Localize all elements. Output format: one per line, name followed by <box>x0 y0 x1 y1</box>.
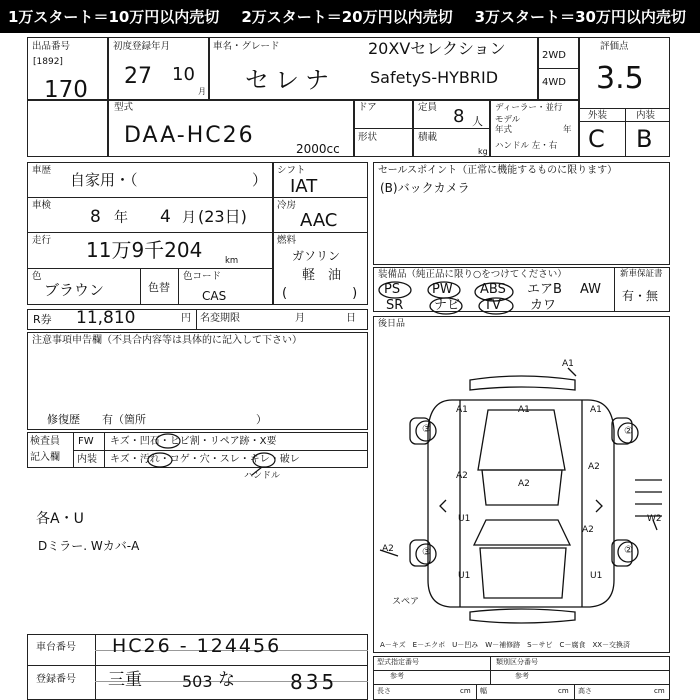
diagram-rear-label: 後日品 <box>378 319 406 329</box>
shape-label: 形状 <box>358 132 378 143</box>
equip-navi: ナビ <box>434 298 461 313</box>
memo-line2: Dミラー. Wカバ-A <box>38 539 140 553</box>
dealer-handle: ハンドル 左・右 <box>495 141 558 151</box>
spare-label: スペア <box>392 597 420 607</box>
score-value: 3.5 <box>596 61 644 96</box>
car-name: セレナ <box>245 66 335 94</box>
history-close: ） <box>252 171 268 189</box>
color-value: ブラウン <box>44 281 105 299</box>
fw-text: キズ・凹石・ヒビ割・リペア跡・X要 <box>110 436 277 447</box>
recycle-unit: 円 <box>181 313 191 324</box>
chassis-value: HC26 - 124456 <box>112 635 282 657</box>
displacement: 2000cc <box>296 142 340 156</box>
color-code-label: 色コード <box>183 271 222 282</box>
mark-a1-right: A1 <box>590 405 602 415</box>
loading-unit: kg <box>478 147 488 156</box>
mark-a2-left: A2 <box>456 471 468 481</box>
header-item: 3万スタート＝30万円以内売切 <box>474 8 686 26</box>
plate-label: 登録番号 <box>36 674 76 685</box>
mark-wheel-fr: ② <box>624 545 633 556</box>
equip-ps: PS <box>384 282 401 297</box>
fuel-other: ( ) <box>282 286 358 301</box>
drive-2wd: 2WD <box>542 50 566 61</box>
lot-label: 出品番号 <box>32 41 71 52</box>
lot-number: 170 <box>44 77 88 103</box>
int-text: キズ・汚れ・コゲ・穴・スレ・キレ・破レ <box>110 454 300 465</box>
height-unit: cm <box>654 687 665 695</box>
fuel-diesel: 軽 油 <box>302 268 342 283</box>
inspection-month: 4 <box>160 207 171 227</box>
equip-aw: AW <box>580 282 602 297</box>
plate-region: 三重 <box>108 670 142 690</box>
inspector-label1: 検査員 <box>30 436 60 447</box>
mark-a1-rear: A1 <box>518 405 530 415</box>
equip-tv: TV <box>484 298 501 313</box>
shift-label: シフト <box>277 165 306 176</box>
warranty-options: 有・無 <box>622 289 659 303</box>
length-unit: cm <box>460 687 471 695</box>
mark-w2: W2 <box>647 514 662 524</box>
dealer-line1: ディーラー・並行 <box>495 103 563 113</box>
model-value: DAA-HC26 <box>124 123 255 148</box>
mileage-unit: km <box>225 256 239 266</box>
mark-wheel-fl: ③ <box>422 547 431 558</box>
fw-tag: FW <box>78 436 94 447</box>
damage-legend: A－キズ E－エクボ U－凹み W－補修跡 S－サビ C－腐食 XX－交換済 <box>380 641 631 649</box>
mark-a2-right: A2 <box>588 462 600 472</box>
width-unit: cm <box>558 687 569 695</box>
deadline-month: 月 <box>295 313 305 324</box>
plate-kana: な <box>218 670 235 690</box>
classification-label: 類別区分番号 <box>496 658 538 666</box>
car-grade1: 20XVセレクション <box>368 39 506 58</box>
lot-sub: [1892] <box>33 57 63 67</box>
notes-label: 注意事項申告欄（不具合内容等は具体的に記入して下さい） <box>32 335 302 346</box>
inspection-month-unit: 月 <box>182 210 196 226</box>
mark-a2-front-left: A2 <box>382 544 394 554</box>
mileage-value: 11万9千204 <box>86 238 203 262</box>
capacity-value: 8 <box>453 106 465 127</box>
capacity-unit: 人 <box>472 115 483 128</box>
ext-score: C <box>588 125 605 153</box>
equip-airbag: エアB <box>527 282 562 297</box>
history-label: 車歴 <box>32 165 52 176</box>
int-tag: 内装 <box>77 454 97 465</box>
deadline-label: 名変期限 <box>200 313 240 324</box>
equip-sr: SR <box>386 298 404 313</box>
history-value: 自家用・（ <box>70 171 138 189</box>
deadline-day: 日 <box>346 313 356 324</box>
ac-value: AAC <box>300 210 338 231</box>
color-label: 色 <box>32 271 42 282</box>
color-code: CAS <box>202 289 227 303</box>
header-item: 2万スタート＝20万円以内売切 <box>241 8 453 26</box>
length-label: 長さ <box>377 687 391 695</box>
mark-wheel-rl: ③ <box>422 424 431 435</box>
chassis-label: 車台番号 <box>36 642 76 653</box>
type-designation-label: 型式指定番号 <box>377 658 419 666</box>
fuel-gas: ガソリン <box>292 249 341 263</box>
equip-pw: PW <box>432 282 453 297</box>
equipment-label: 装備品（純正品に限り○をつけてください） <box>378 269 567 280</box>
mark-a2-right-front: A2 <box>582 525 594 535</box>
inspector-note: ハンドル <box>244 471 281 481</box>
first-reg-label: 初度登録年月 <box>113 41 171 52</box>
dealer-line3: 年式 <box>495 125 513 135</box>
capacity-label: 定員 <box>418 102 438 113</box>
ref-label-2: 参考 <box>515 672 529 680</box>
mark-a2-roof: A2 <box>518 479 530 489</box>
recycle-label: R券 <box>33 313 52 326</box>
ac-label: 冷房 <box>277 200 297 211</box>
mileage-label: 走行 <box>32 235 52 246</box>
height-label: 高さ <box>578 687 592 695</box>
drive-4wd: 4WD <box>542 77 566 88</box>
memo-line1: 各A・U <box>36 511 84 527</box>
paint-label: 色替 <box>148 281 170 294</box>
dealer-line2: モデル <box>495 115 521 125</box>
recycle-value: 11,810 <box>76 308 136 328</box>
mark-u1-front-left: U1 <box>458 571 471 581</box>
score-label: 評価点 <box>600 41 629 52</box>
inspection-day: (23日) <box>198 207 247 226</box>
dealer-year-unit: 年 <box>563 125 572 135</box>
ref-label-1: 参考 <box>390 672 404 680</box>
car-grade2: SafetyS-HYBRID <box>370 68 499 87</box>
mark-u1-front-right: U1 <box>590 571 603 581</box>
inspection-label: 車検 <box>32 200 52 211</box>
first-reg-year: 27 <box>124 64 152 89</box>
equip-leather: カワ <box>530 298 557 313</box>
int-label: 内装 <box>636 110 656 121</box>
shift-value: IAT <box>290 176 318 197</box>
month-unit: 月 <box>198 87 206 96</box>
plate-number: 835 <box>290 670 338 694</box>
header-item: 1万スタート＝10万円以内売切 <box>8 8 220 26</box>
inspection-year: 8 <box>90 207 101 227</box>
car-label: 車名・グレード <box>213 41 280 52</box>
width-label: 幅 <box>480 687 487 695</box>
first-reg-month: 10 <box>172 64 195 85</box>
int-score: B <box>636 125 653 153</box>
mark-a1-top: A1 <box>562 359 574 369</box>
mark-wheel-rr: ② <box>624 426 633 437</box>
repair-history: 修復歴 有（箇所 ） <box>47 413 267 426</box>
ext-label: 外装 <box>588 110 608 121</box>
door-label: ドア <box>358 102 377 113</box>
inspector-label2: 記入欄 <box>30 452 60 463</box>
inspection-year-unit: 年 <box>114 210 128 226</box>
loading-label: 積載 <box>418 132 438 143</box>
warranty-label: 新車保証書 <box>620 269 663 279</box>
sales-point-value: (B)バックカメラ <box>380 181 470 195</box>
sales-point-label: セールスポイント（正常に機能するものに限ります） <box>378 165 618 176</box>
mark-a1-left: A1 <box>456 405 468 415</box>
mark-u1-left: U1 <box>458 514 471 524</box>
equip-abs: ABS <box>480 282 506 297</box>
plate-class: 503 <box>182 672 213 691</box>
fuel-label: 燃料 <box>277 235 297 246</box>
model-label: 型式 <box>114 102 134 113</box>
